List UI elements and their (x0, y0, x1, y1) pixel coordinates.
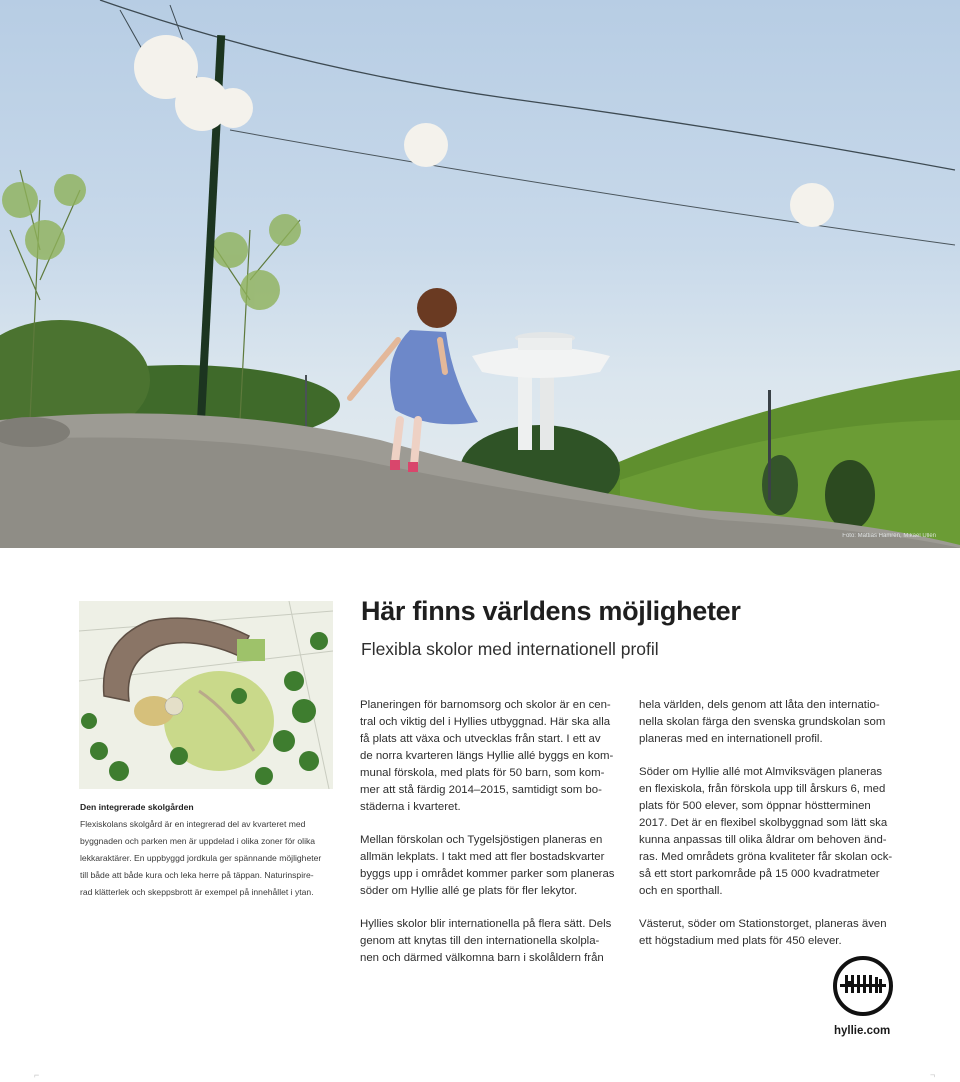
text-line: Planeringen för barnomsorg och skolor är en cen- (360, 699, 611, 711)
paragraph (639, 697, 901, 748)
image-caption (80, 799, 335, 901)
caption-line: lekkaraktärer. En uppbyggd jordkula ger spännande möjligheter (80, 853, 322, 863)
website-link[interactable]: hyllie.com (834, 1025, 891, 1037)
paragraph (639, 764, 901, 900)
paragraph (639, 916, 901, 950)
text-line: ras. Med områdets gröna kvaliteter får skolan ock- (639, 851, 893, 863)
text-line: och en sporthall. (639, 885, 723, 897)
text-line: nella skolan färga den svenska grundskolan som (639, 716, 886, 728)
site-plan-illustration (79, 601, 333, 789)
text-line: Västerut, söder om Stationstorget, planeras även (639, 918, 887, 930)
page-headline: Här finns världens möjligheter (361, 596, 741, 626)
photo-credit: Foto: Mattias Hamrén, Mikael Ullén (842, 533, 936, 539)
paragraph (360, 832, 615, 900)
text-line: de norra kvarteren längs Hyllie allé byggs en kom- (360, 750, 614, 762)
body-column-2 (639, 697, 901, 966)
text-line: Mellan förskolan och Tygelsjöstigen planeras en (360, 834, 603, 846)
text-line: så ett stort parkområde på 15 000 kvadratmeter (639, 868, 880, 880)
text-line: hela världen, dels genom att låta den internatio- (639, 699, 880, 711)
text-line: kunna anpassas till olika åldrar om behoven änd- (639, 834, 887, 846)
paragraph (360, 916, 615, 967)
text-line: en flexiskola, från förskola upp till årskurs 6, med (639, 783, 886, 795)
body-column-1 (360, 697, 615, 983)
text-line: allmän lekplats. I takt med att fler bostadskvarter (360, 851, 605, 863)
text-line: tral och viktig del i Hyllies utbyggnad. Här ska alla (360, 716, 611, 728)
text-line: 2017. Det är en flexibel skolbyggnad som lätt ska (639, 817, 888, 829)
paragraph (360, 697, 615, 816)
text-line: plats för 500 elever, som öppnar höstterminen (639, 800, 871, 812)
text-line: städerna i kvarteret. (360, 801, 461, 813)
text-line: söder om Hyllie allé ge plats för fler lekytor. (360, 885, 578, 897)
crop-mark: ⌐ (34, 1070, 40, 1080)
text-line: mer att stå färdig 2014–2015, samtidigt som bo- (360, 784, 602, 796)
text-line: Söder om Hyllie allé mot Almviksvägen planeras (639, 766, 883, 778)
caption-line: rad klätterlek och skeppsbrott är exempel på innehållet i ytan. (80, 887, 314, 897)
text-line: få plats att växa och utvecklas från start. I ett av (360, 733, 601, 745)
text-line: genom att knytas till den internationella skolpla- (360, 935, 600, 947)
text-line: ett högstadium med plats för 450 elever. (639, 935, 842, 947)
caption-line: Flexiskolans skolgård är en integrerad del av kvarteret med (80, 819, 306, 829)
crop-mark: ¬ (930, 1070, 936, 1080)
page-subheadline: Flexibla skolor med internationell profil (361, 639, 659, 659)
caption-line: byggnaden och parken men är uppdelad i olika zoner för olika (80, 836, 316, 846)
text-line: byggs upp i området kommer parker som planeras (360, 868, 615, 880)
text-line: nen och därmed välkomna barn i skolåldern från (360, 952, 604, 964)
hyllie-logo-icon[interactable] (832, 955, 894, 1017)
caption-title: Den integrerade skolgården (80, 802, 194, 812)
site-plan-image (79, 601, 333, 789)
caption-line: till både att både kura och leka herre på täppan. Naturinspire- (80, 870, 314, 880)
logo-mark (832, 955, 894, 1017)
text-line: munal förskola, med plats för 50 barn, som kom- (360, 767, 605, 779)
text-line: Hyllies skolor blir internationella på flera sätt. Dels (360, 918, 612, 930)
text-line: planeras med en internationell profil. (639, 733, 823, 745)
